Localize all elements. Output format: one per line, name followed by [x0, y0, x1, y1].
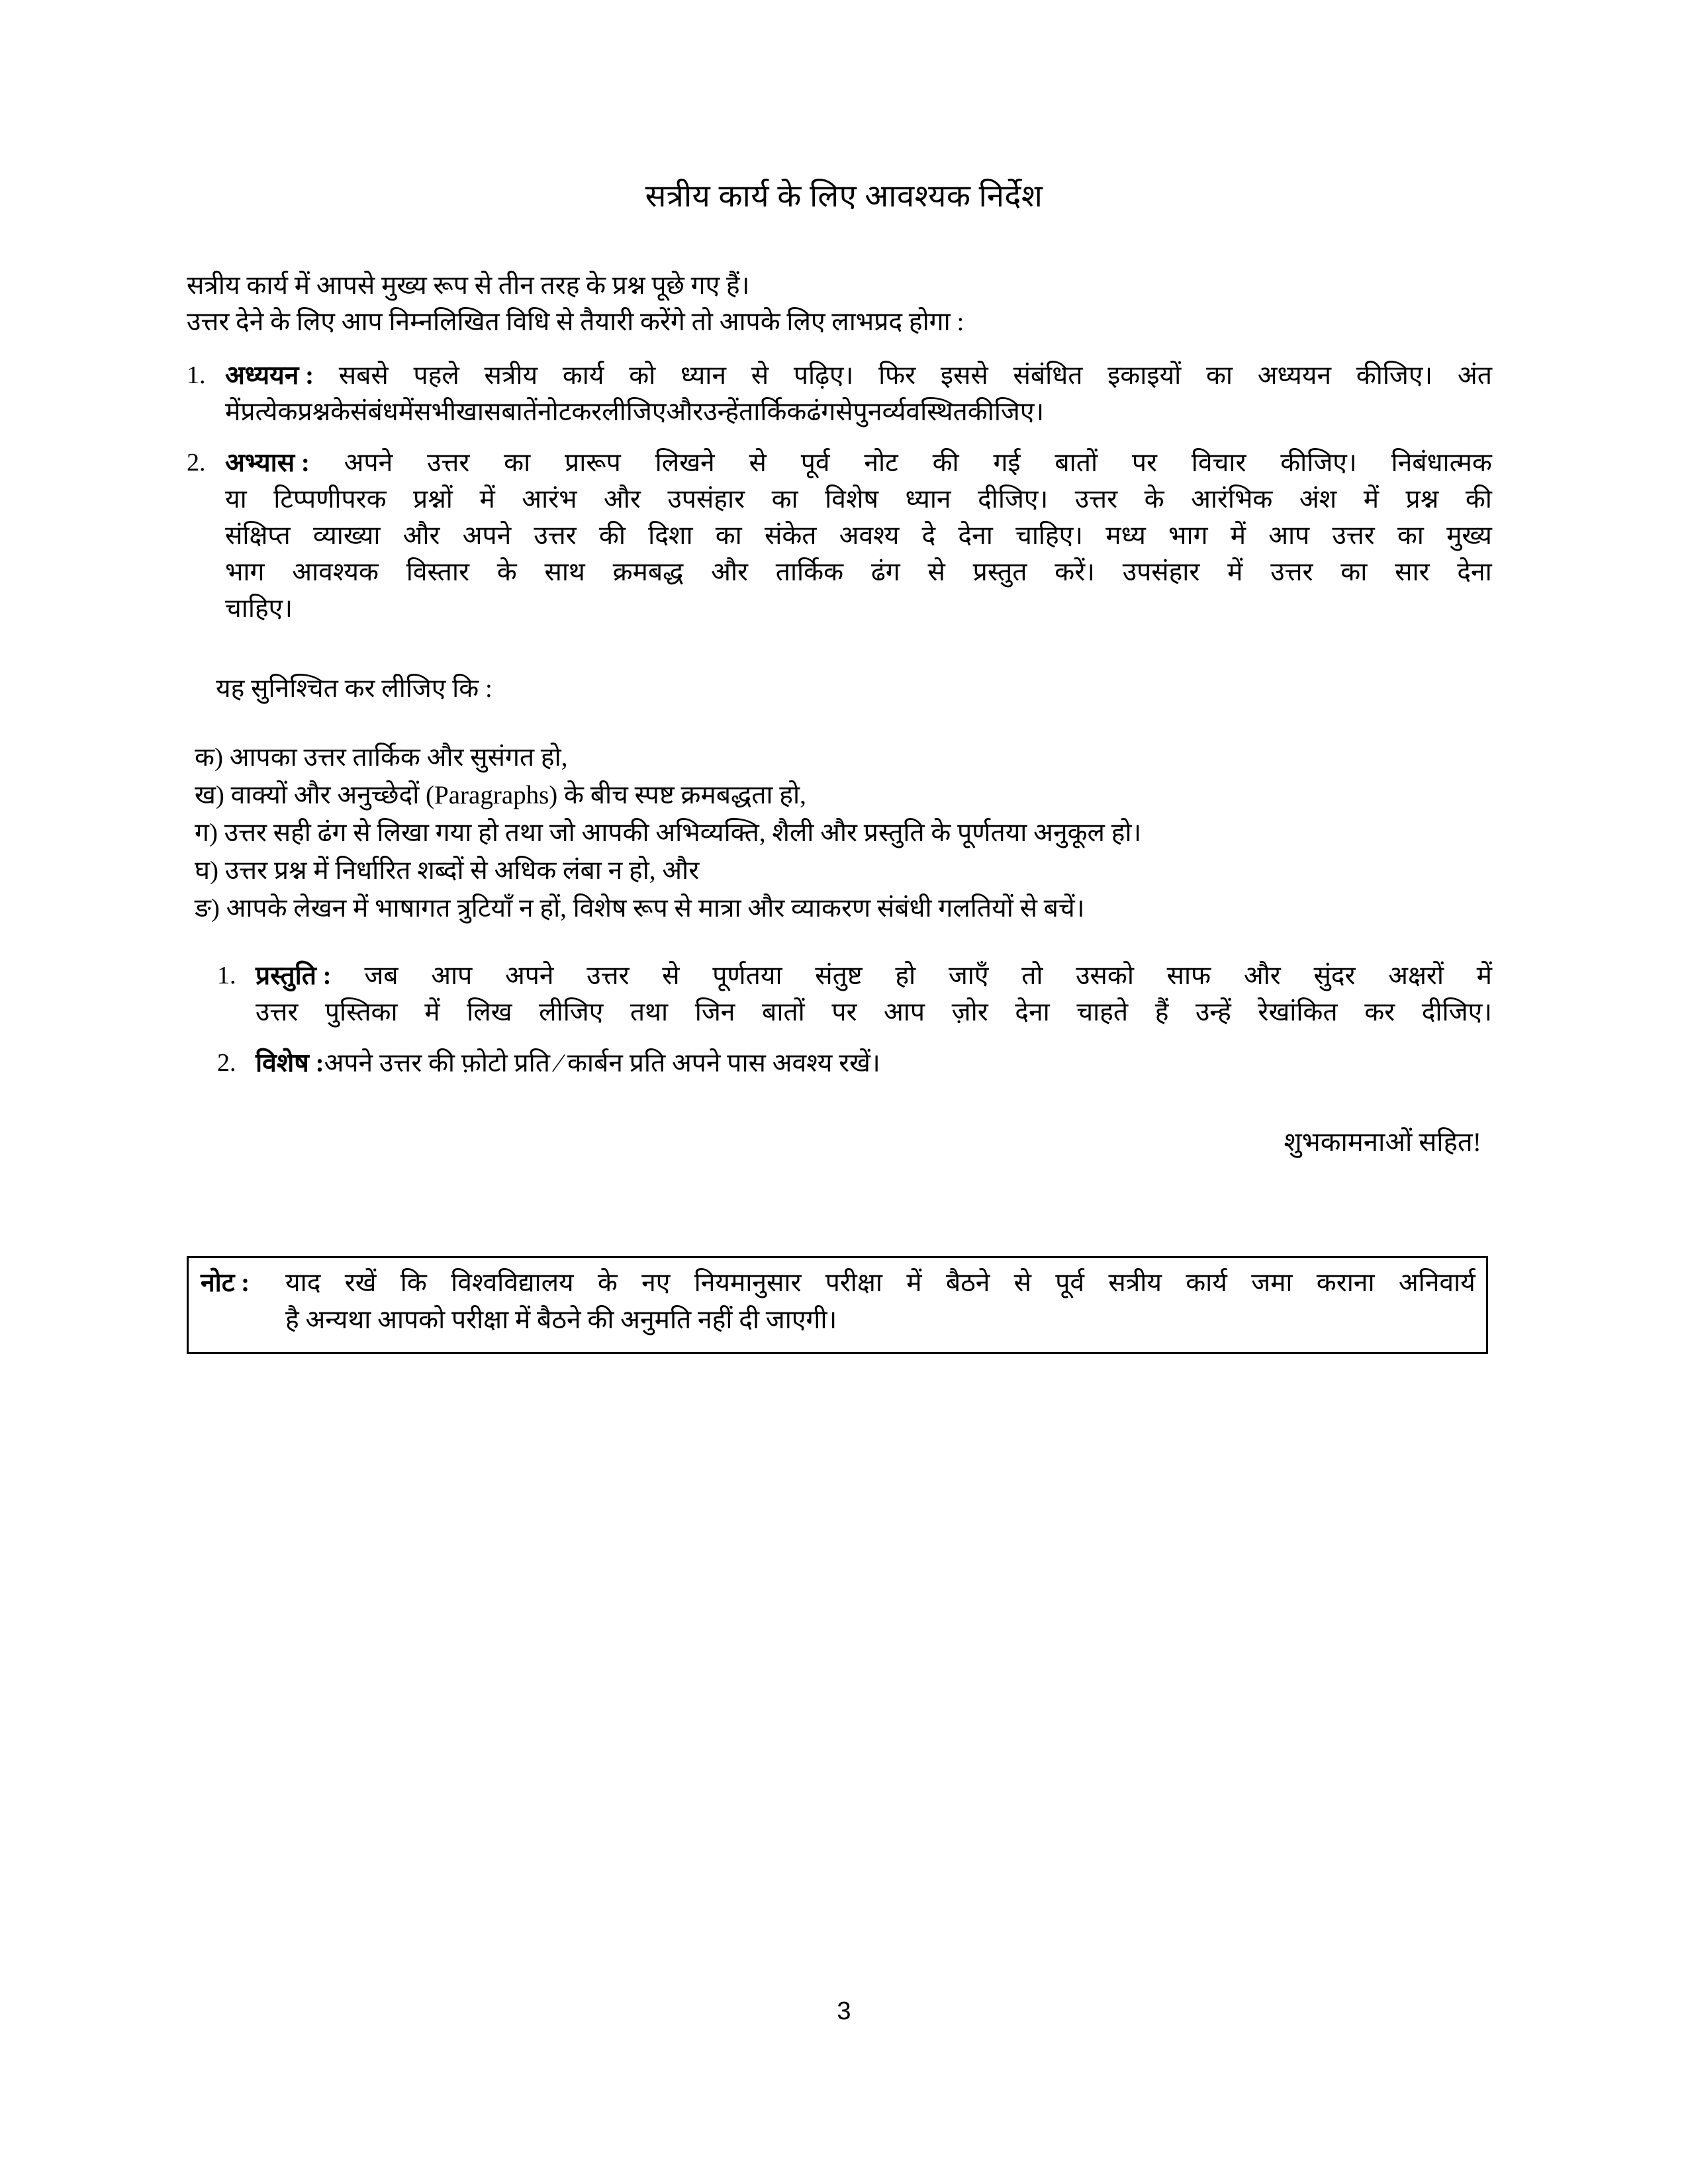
item-lead-term: प्रस्तुति :	[256, 962, 332, 990]
text-segment: प्रत्येक	[240, 398, 298, 426]
main-instruction-list	[187, 357, 1492, 627]
text-segment: पूर्व	[1055, 1269, 1085, 1297]
text-segment: अपने	[462, 522, 512, 550]
text-segment: प्रश्न	[297, 398, 331, 426]
text-segment: दे	[921, 522, 936, 550]
text-segment: मुख्य	[1446, 522, 1492, 550]
text-segment: का	[1397, 522, 1424, 550]
text-segment: हो	[895, 962, 916, 990]
text-segment: पुनर्व्यवस्थित	[853, 398, 968, 426]
text-segment: ढंग	[806, 398, 836, 426]
text-segment: देना	[1015, 998, 1050, 1026]
item-marker: 1.	[187, 361, 206, 389]
text-segment: खास	[455, 398, 502, 426]
text-segment: बातें	[501, 398, 538, 426]
note-line	[285, 1265, 1476, 1302]
text-segment: के	[496, 558, 517, 586]
text-segment: संकेत	[764, 522, 817, 550]
item-content	[225, 357, 1492, 430]
text-segment: कर	[1364, 998, 1395, 1026]
text-segment: चाहिए।	[1015, 522, 1084, 550]
list-item-marker: क)	[195, 743, 230, 772]
text-segment: तार्किक	[775, 558, 844, 586]
note-label: नोट :	[201, 1269, 250, 1297]
text-segment: विचार	[1191, 449, 1246, 477]
text-segment: हैं	[1154, 998, 1169, 1026]
text-segment: आप	[884, 998, 925, 1026]
text-segment: से	[1013, 1269, 1032, 1297]
text-segment: टिप्पणीपरक	[273, 485, 387, 514]
text-segment: का	[504, 449, 531, 477]
text-segment: सुंदर	[1313, 962, 1356, 990]
numbered-item	[187, 357, 1492, 430]
text-segment: चाहिए।	[225, 594, 293, 623]
text-segment: और	[604, 485, 641, 514]
text-segment: उपसंहार	[1122, 558, 1200, 586]
text-line	[225, 394, 1492, 430]
list-item-label: उत्तर सही ढंग से लिखा गया हो तथा जो आपकी अभिव्यक्ति, शैली और प्रस्तुति के पूर्णतया अनुकूल हो।	[224, 819, 1142, 847]
numbered-item	[187, 445, 1492, 627]
text-segment: पूर्व	[800, 449, 830, 477]
text-segment: विस्तार	[406, 558, 469, 586]
text-segment: कीजिए।	[967, 398, 1045, 426]
text-segment: उत्तर	[1074, 485, 1118, 514]
text-segment: सत्रीय	[484, 361, 538, 390]
text-segment: के	[330, 398, 351, 426]
text-segment: ध्यान	[680, 361, 727, 390]
text-segment: जब	[364, 962, 399, 990]
text-segment: इकाइयों	[1107, 361, 1182, 390]
text-segment: में	[1227, 558, 1243, 586]
text-segment: कि	[400, 1269, 427, 1297]
numbered-item	[217, 1045, 1492, 1081]
text-segment: पुस्तिका	[324, 998, 398, 1026]
text-segment: रेखांकित	[1258, 998, 1338, 1026]
intro-line-2: उत्तर देने के लिए आप निम्नलिखित विधि से तैयारी करेंगे तो आपके लिए लाभप्रद होगा :	[187, 308, 964, 336]
text-segment: संबंध	[350, 398, 399, 426]
text-line	[225, 481, 1492, 518]
text-segment: उन्हें	[1196, 998, 1231, 1026]
text-segment: संबंधित	[1013, 361, 1083, 390]
text-segment: साफ	[1166, 962, 1211, 990]
text-line	[225, 357, 1492, 394]
text-segment: आरंभ	[522, 485, 577, 514]
text-segment: रखें	[344, 1269, 377, 1297]
text-segment: को	[629, 361, 656, 390]
text-segment: पढ़िए।	[793, 361, 854, 390]
text-segment: बातों	[1055, 449, 1098, 477]
text-segment: विश्वविद्यालय	[451, 1269, 574, 1297]
text-segment: आरंभिक	[1191, 485, 1273, 514]
text-segment: के	[1144, 485, 1164, 514]
text-segment: और	[1243, 962, 1281, 990]
text-segment: सबसे	[338, 361, 389, 390]
text-segment: का	[1340, 558, 1368, 586]
text-segment: सार	[1395, 558, 1430, 586]
item-marker: 2.	[187, 449, 206, 477]
text-segment: लिखने	[655, 449, 715, 477]
closing-salutation: शुभकामनाओं सहित!	[1284, 1127, 1481, 1157]
text-segment: दीजिए।	[1421, 998, 1492, 1026]
note-text	[285, 1265, 1476, 1339]
text-segment: में	[906, 1269, 922, 1297]
text-line	[225, 554, 1492, 590]
text-segment: अपने	[504, 962, 554, 990]
page-title: सत्रीय कार्य के लिए आवश्यक निर्देश	[645, 179, 1043, 214]
text-segment: संक्षिप्त	[225, 522, 291, 550]
text-segment: याद	[285, 1269, 321, 1297]
text-segment: की	[932, 449, 959, 477]
text-segment: दिशा	[648, 522, 693, 550]
item-marker: 1.	[217, 962, 236, 989]
closing-instruction-list	[187, 958, 1492, 1081]
text-segment: प्रश्न	[1405, 485, 1439, 514]
lettered-checklist	[187, 739, 1492, 927]
text-segment: अनिवार्य	[1398, 1269, 1476, 1297]
text-segment: बातों	[762, 998, 805, 1026]
text-segment: आवश्यक	[292, 558, 379, 586]
text-segment: उसको	[1076, 962, 1134, 990]
text-segment: से	[662, 962, 680, 990]
list-item	[195, 889, 1492, 927]
text-segment: पूर्णतया	[712, 962, 782, 990]
text-segment: में	[1230, 522, 1246, 550]
text-segment: परीक्षा	[825, 1269, 882, 1297]
text-segment: लिख	[467, 998, 512, 1026]
page-number: 3	[837, 1997, 851, 2025]
text-segment: अंश	[1299, 485, 1337, 514]
text-segment: अंत	[1457, 361, 1492, 390]
text-segment: गई	[993, 449, 1021, 477]
list-item	[195, 776, 1492, 814]
text-segment: पर	[1131, 449, 1157, 477]
text-segment: से	[835, 398, 853, 426]
text-segment: जमा	[1251, 1269, 1293, 1297]
text-line	[256, 1045, 1492, 1081]
text-segment: अक्षरों	[1388, 962, 1444, 990]
text-segment: निबंधात्मक	[1391, 449, 1492, 477]
document-body	[187, 267, 1492, 1160]
text-segment: से	[927, 558, 945, 586]
text-segment: सत्रीय	[1108, 1269, 1162, 1297]
list-item	[195, 852, 1492, 889]
text-segment: कीजिए।	[1280, 449, 1357, 477]
text-line	[225, 590, 1492, 627]
intro-paragraph	[187, 267, 1492, 340]
list-item-marker: ख)	[195, 781, 231, 809]
text-segment: पर	[831, 998, 857, 1026]
text-segment: में	[225, 398, 241, 426]
text-segment: देना	[1457, 558, 1492, 586]
text-segment: में	[1476, 962, 1492, 990]
text-segment: की	[598, 522, 626, 550]
text-segment: मध्य	[1105, 522, 1146, 550]
text-segment: के	[597, 1269, 618, 1297]
text-segment: तथा	[630, 998, 669, 1026]
list-item	[195, 814, 1492, 852]
text-segment: में	[1363, 485, 1380, 514]
text-segment: जिन	[694, 998, 735, 1026]
text-segment: भाग	[225, 558, 265, 586]
list-item-marker: ङ)	[195, 894, 226, 923]
text-segment: ज़ोर	[951, 998, 988, 1026]
list-item	[195, 739, 1492, 776]
text-segment: में	[424, 998, 440, 1026]
text-segment: प्रारूप	[565, 449, 621, 477]
text-segment: लीजिए	[602, 398, 667, 426]
text-segment: सभी	[414, 398, 456, 426]
text-line	[225, 518, 1492, 554]
text-segment: उत्तर	[256, 998, 299, 1026]
text-segment: नोट	[864, 449, 898, 477]
text-segment: संतुष्ट	[815, 962, 863, 990]
text-segment: का	[771, 485, 798, 514]
text-segment: उत्तर	[1270, 558, 1313, 586]
item-marker: 2.	[217, 1049, 236, 1077]
text-segment: कीजिए।	[1356, 361, 1433, 390]
list-item-marker: घ)	[195, 856, 225, 885]
text-segment: फिर	[878, 361, 916, 390]
text-segment: का	[1205, 361, 1233, 390]
text-segment: तो	[1021, 962, 1043, 990]
text-segment: उत्तर	[1332, 522, 1375, 550]
text-segment: और	[666, 398, 704, 426]
text-segment: देना	[958, 522, 993, 550]
item-lead-term: विशेष :	[256, 1049, 324, 1077]
text-line	[225, 445, 1492, 481]
text-segment: विशेष	[825, 485, 879, 514]
text-segment: आप	[1268, 522, 1310, 550]
item-content	[256, 1045, 1492, 1081]
note-row	[201, 1265, 1476, 1339]
text-segment: अध्ययन	[1257, 361, 1332, 390]
text-segment: भाग	[1168, 522, 1208, 550]
numbered-item	[217, 958, 1492, 1030]
text-segment: नोट	[537, 398, 572, 426]
text-segment: व्याख्या	[312, 522, 381, 550]
list-item-label: आपका उत्तर तार्किक और सुसंगत हो,	[229, 743, 568, 772]
text-segment: करें।	[1055, 558, 1095, 586]
text-segment: में	[479, 485, 495, 514]
text-segment: कर	[571, 398, 602, 426]
text-segment: आप	[431, 962, 473, 990]
item-content	[256, 958, 1492, 1030]
text-segment: उत्तर	[427, 449, 470, 477]
note-line: है अन्यथा आपको परीक्षा में बैठने की अनुमति नहीं दी जाएगी।	[285, 1306, 837, 1334]
text-segment: नियमानुसार	[694, 1269, 802, 1297]
text-segment: साथ	[544, 558, 585, 586]
text-segment: नए	[641, 1269, 671, 1297]
text-segment: या	[225, 485, 247, 514]
text-segment: का	[715, 522, 742, 550]
ensure-heading: यह सुनिश्चित कर लीजिए कि :	[216, 674, 492, 703]
list-item-marker: ग)	[195, 819, 224, 847]
list-item-label: आपके लेखन में भाषागत त्रुटियाँ न हों, विशेष रूप से मात्रा और व्याकरण संबंधी गलतियों से बचें।	[226, 894, 1085, 923]
text-segment: में	[398, 398, 414, 426]
text-segment: क्रमबद्ध	[612, 558, 684, 586]
text-segment: ध्यान	[905, 485, 951, 514]
note-box	[187, 1256, 1488, 1354]
text-segment: कराना	[1316, 1269, 1375, 1297]
text-segment: अपने	[344, 449, 393, 477]
text-segment: अवश्य	[839, 522, 900, 550]
text-segment: ढंग	[870, 558, 900, 586]
text-segment: उन्हें	[703, 398, 739, 426]
item-content	[225, 445, 1492, 627]
text-segment: और	[402, 522, 440, 550]
intro-line-1: सत्रीय कार्य में आपसे मुख्य रूप से तीन तरह के प्रश्न पूछे गए हैं।	[187, 271, 750, 300]
text-segment: से	[751, 361, 769, 390]
list-item-label: उत्तर प्रश्न में निर्धारित शब्दों से अधिक लंबा न हो, और	[224, 856, 700, 885]
text-segment: प्रस्तुत	[972, 558, 1027, 586]
text-segment: अपने उत्तर की फ़ोटो प्रति ⁄ कार्बन प्रति अपने पास अवश्य रखें।	[324, 1049, 880, 1077]
text-line	[256, 994, 1492, 1030]
text-segment: लीजिए	[539, 998, 604, 1026]
text-segment: पहले	[413, 361, 459, 390]
text-segment: जाएँ	[948, 962, 989, 990]
item-lead-term: अध्ययन :	[225, 361, 314, 390]
text-segment: उत्तर	[534, 522, 577, 550]
text-segment: की	[1465, 485, 1492, 514]
text-segment: उपसंहार	[667, 485, 745, 514]
text-segment: इससे	[940, 361, 988, 390]
text-segment: और	[711, 558, 748, 586]
text-segment: कार्य	[1186, 1269, 1227, 1297]
text-segment: बैठने	[945, 1269, 990, 1297]
text-segment: उत्तर	[586, 962, 630, 990]
text-segment: तार्किक	[739, 398, 807, 426]
text-segment: कार्य	[562, 361, 604, 390]
list-item-label: वाक्यों और अनुच्छेदों (Paragraphs) के बीच स्पष्ट क्रमबद्धता हो,	[230, 781, 806, 809]
item-lead-term: अभ्यास :	[225, 449, 310, 477]
text-segment: चाहते	[1076, 998, 1129, 1026]
text-segment: दीजिए।	[978, 485, 1049, 514]
text-segment: से	[749, 449, 767, 477]
text-line	[256, 958, 1492, 994]
text-segment: प्रश्नों	[413, 485, 453, 514]
